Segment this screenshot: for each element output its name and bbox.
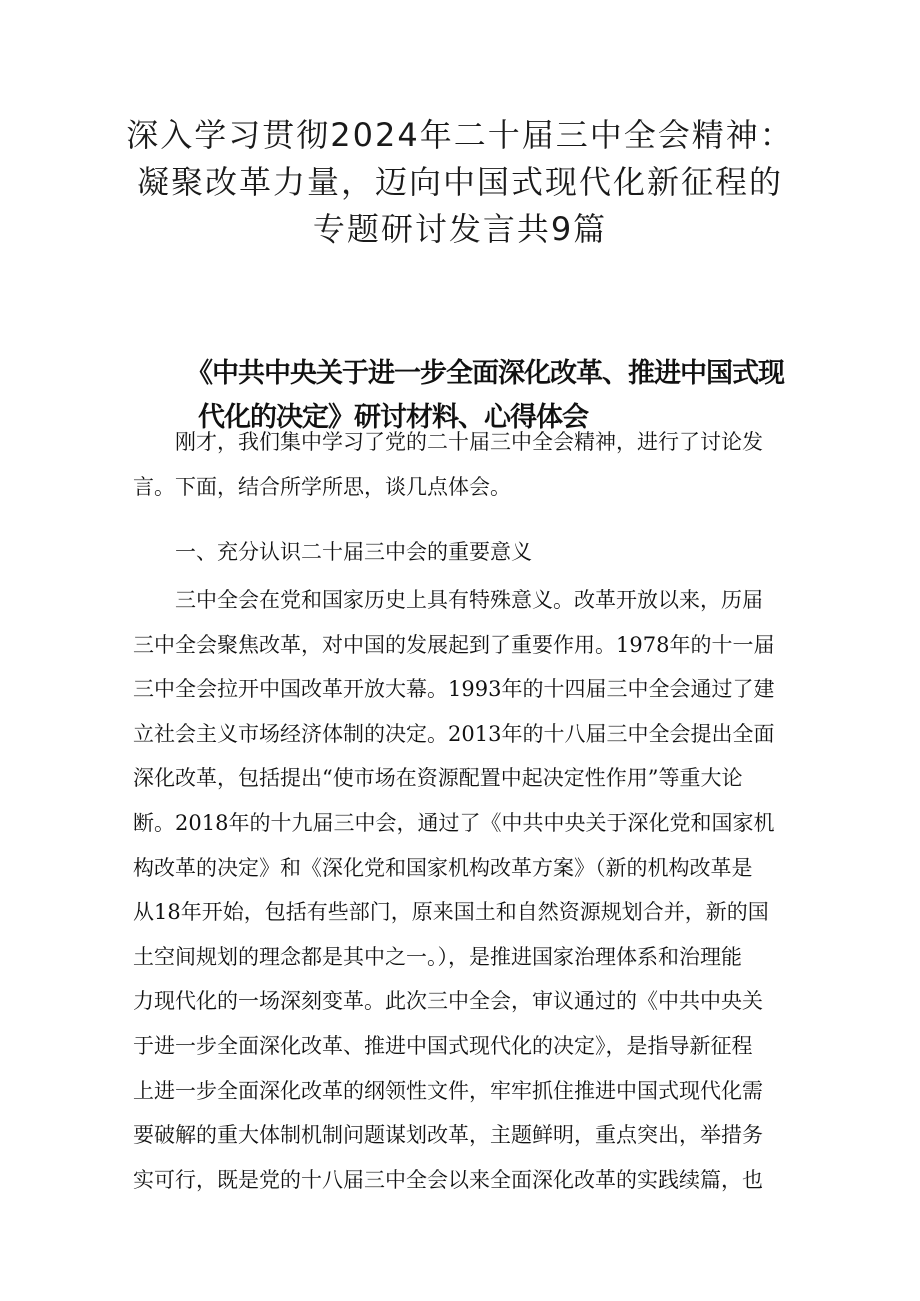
paragraph-line: 构改革的决定》和《深化党和国家机构改革方案》（新的机构改革是: [133, 855, 753, 880]
section-title-line: 《中共中央关于进一步全面深化改革、推进中国式现: [186, 358, 784, 389]
document-title-line: 深入学习贯彻2024年二十届三中全会精神：: [126, 116, 794, 154]
body-paragraph: [133, 578, 788, 1202]
paragraph-line: 三中全会拉开中国改革开放大幕。1993年的十四届三中全会通过了建: [133, 677, 775, 702]
document-title-line: 专题研讨发言共9篇: [312, 210, 608, 248]
paragraph-line: 断。2018年的十九届三中会，通过了《中共中央关于深化党和国家机: [133, 810, 775, 835]
paragraph-line: 刚才，我们集中学习了党的二十届三中全会精神，进行了讨论发: [175, 430, 763, 454]
intro-paragraph: [133, 420, 788, 509]
paragraph-line: 于进一步全面深化改革、推进中国式现代化的决定》，是指导新征程: [133, 1033, 753, 1058]
paragraph-line: 土空间规划的理念都是其中之一。），是推进国家治理体系和治理能: [133, 944, 742, 969]
paragraph-line: 从18年开始，包括有些部门，原来国土和自然资源规划合并，新的国: [133, 900, 769, 925]
paragraph-line: 实可行，既是党的十八届三中全会以来全面深化改革的实践续篇，也: [133, 1167, 763, 1192]
document-title: [90, 112, 830, 253]
heading-importance: 一、充分认识二十届三中会的重要意义: [175, 540, 532, 564]
section-title-line: 代化的决定》研讨材料、心得体会: [198, 402, 588, 433]
paragraph-line: 言。下面，结合所学所思，谈几点体会。: [133, 474, 511, 499]
paragraph-line: 要破解的重大体制机制问题谋划改革，主题鲜明，重点突出，举措务: [133, 1123, 763, 1148]
paragraph-line: 深化改革，包括提出“使市场在资源配置中起决定性作用”等重大论: [133, 766, 743, 791]
document-title-line: 凝聚改革力量，迈向中国式现代化新征程的: [136, 163, 783, 201]
paragraph-line: 上进一步全面深化改革的纲领性文件，牢牢抓住推进中国式现代化需: [133, 1078, 763, 1103]
paragraph-line: 三中全会在党和国家历史上具有特殊意义。改革开放以来，历届: [175, 588, 763, 612]
paragraph-line: 立社会主义市场经济体制的决定。2013年的十八届三中全会提出全面: [133, 721, 775, 746]
paragraph-line: 力现代化的一场深刻变革。此次三中全会，审议通过的《中共中央关: [133, 989, 763, 1014]
paragraph-line: 三中全会聚焦改革，对中国的发展起到了重要作用。1978年的十一届: [133, 632, 775, 657]
